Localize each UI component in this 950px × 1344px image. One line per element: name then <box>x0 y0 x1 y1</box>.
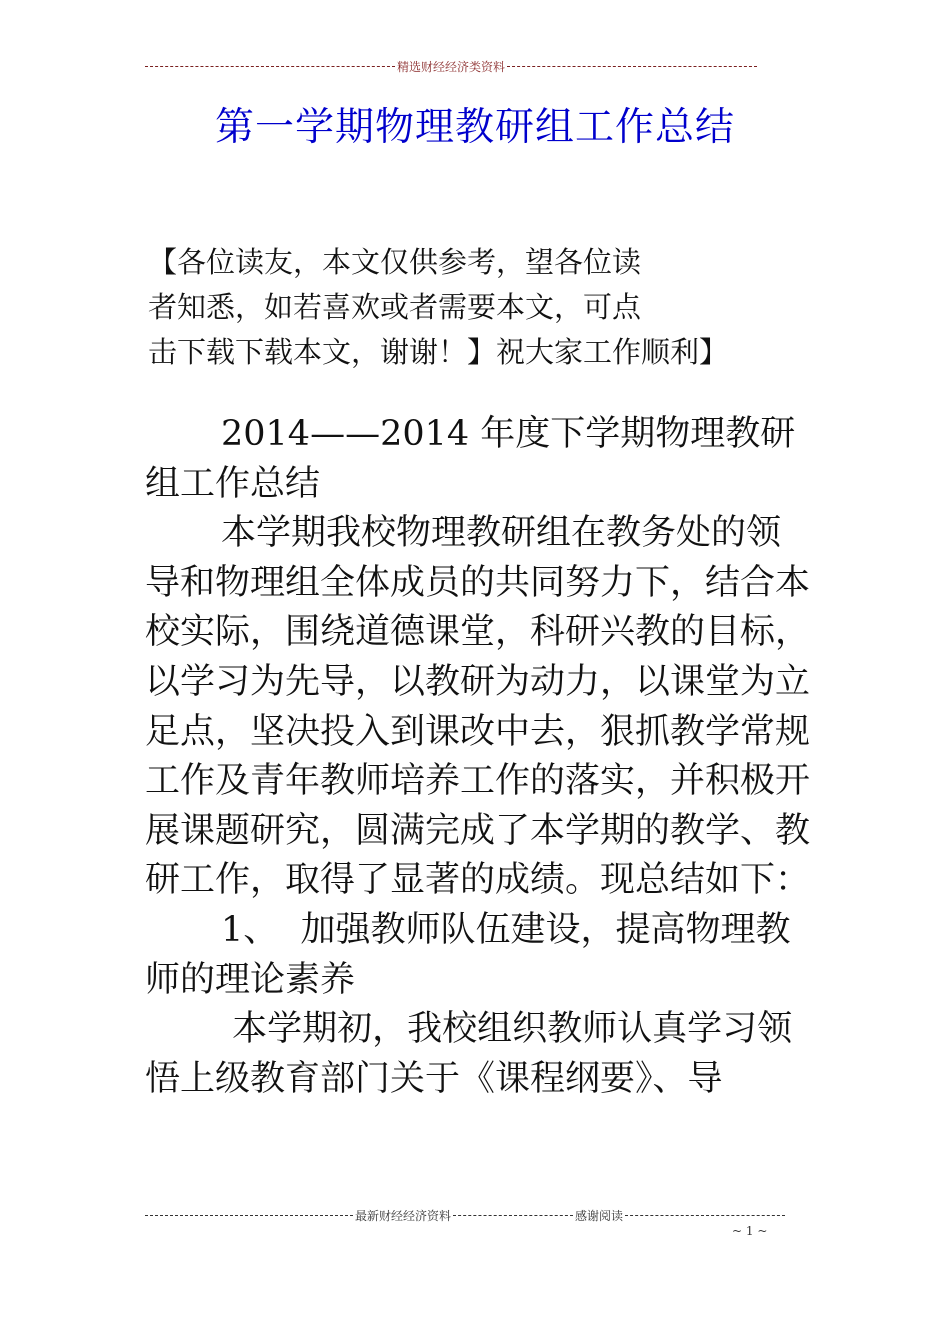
notice-line-1: 【各位读友，本文仅供参考，望各位读 <box>148 245 642 279</box>
header-dash-left <box>145 66 395 67</box>
notice-line-3: 击下载下载本文，谢谢！】祝大家工作顺利】 <box>148 335 729 369</box>
section-heading-1: 1、 加强教师队伍建设，提高物理教师的理论素养 <box>145 909 791 1000</box>
body-paragraph-1: 本学期我校物理教研组在教务处的领导和物理组全体成员的共同努力下，结合本校实际，围绕道德课堂，科研兴教的目标，以学习为先导，以教研为动力，以课堂为立足点，坚决投入到课改中去，狠抓教学常规工作及青年教师培养工作的落实，并积极开展课题研究，圆满完成了本学期的教学、教研工作，取得了显著的成绩。现总结如下： <box>145 513 811 901</box>
footer-left-text: 最新财经经济资料 <box>354 1209 451 1223</box>
footer-dash-right <box>625 1215 785 1216</box>
header-dash-right <box>507 66 757 67</box>
document-body <box>145 410 810 1104</box>
footer-dash-left <box>145 1215 353 1216</box>
page-number: ~ 1 ~ <box>732 1224 768 1238</box>
body-paragraph-2: 本学期初，我校组织教师认真学习领悟上级教育部门关于《课程纲要》、导 <box>145 1009 793 1099</box>
notice-line-2: 者知悉，如若喜欢或者需要本文，可点 <box>148 290 642 324</box>
footer-dash-middle <box>453 1215 573 1216</box>
reader-notice <box>148 240 788 375</box>
header-text: 精选财经经济类资料 <box>397 60 506 74</box>
footer-right-text: 感谢阅读 <box>574 1209 623 1223</box>
page-header <box>145 58 757 75</box>
body-subtitle: 2014——2014 年度下学期物理教研组工作总结 <box>145 414 796 504</box>
document-title: 第一学期物理教研组工作总结 <box>214 105 735 150</box>
page-footer <box>145 1207 785 1224</box>
